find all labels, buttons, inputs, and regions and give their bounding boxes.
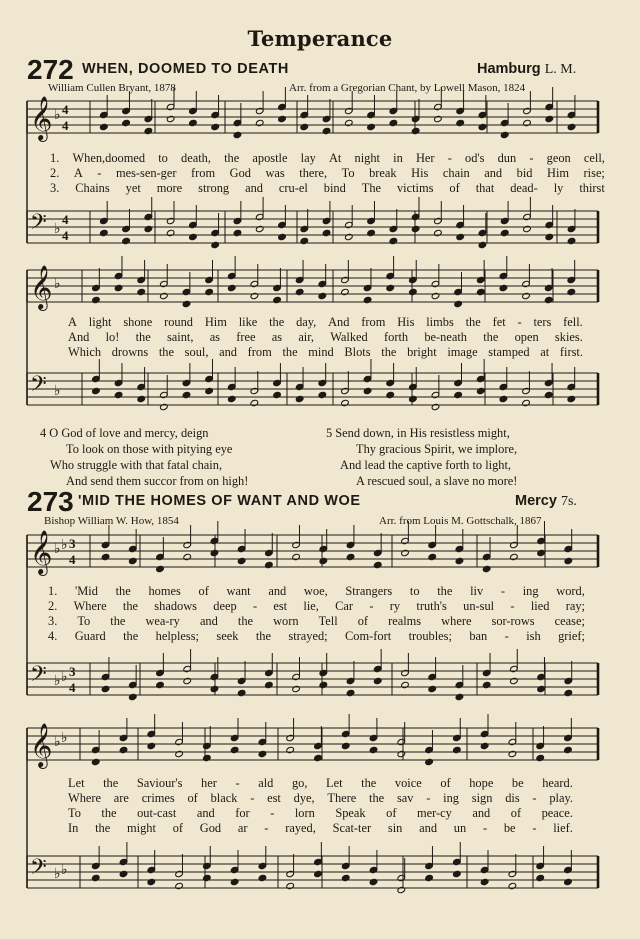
lyric-word: Guard <box>74 629 106 643</box>
lyric-word: air, <box>298 330 314 344</box>
lyric-word: the <box>381 345 397 359</box>
lyric-word: the <box>361 776 377 790</box>
lyric-word: helpless; <box>155 629 199 643</box>
svg-text:♭: ♭ <box>54 734 61 750</box>
lyric-word: ray; <box>565 599 585 613</box>
svg-text:𝄞: 𝄞 <box>30 96 53 140</box>
lyric-word: to <box>409 584 420 598</box>
lyric-word: stamped <box>488 345 530 359</box>
svg-text:♭: ♭ <box>54 541 61 557</box>
lyric-word: was <box>265 166 285 180</box>
lyric-word: mes-sen-ger <box>115 166 177 180</box>
lyric-word: - <box>426 791 431 805</box>
verse-line <box>48 584 585 599</box>
lyric-word: the <box>483 330 499 344</box>
lyric-word: and <box>245 181 263 195</box>
svg-text:4: 4 <box>62 118 69 133</box>
lyric-word: sign <box>471 791 493 805</box>
verse-line <box>68 791 573 806</box>
lyric-word: Chains <box>75 181 110 195</box>
lyric-word: hope <box>469 776 494 790</box>
lyric-word: To <box>341 166 355 180</box>
svg-text:𝄢: 𝄢 <box>30 210 47 240</box>
lyric-word: the <box>269 315 285 329</box>
lyric-word: woe, <box>303 584 328 598</box>
lyric-word: the <box>115 584 131 598</box>
stanza-line: To look on those with pitying eye <box>66 442 233 456</box>
svg-text:♭: ♭ <box>54 673 61 689</box>
lyric-word: out-cast <box>137 806 177 820</box>
lyric-word: - <box>532 791 537 805</box>
lyric-word: dis <box>505 791 520 805</box>
lyric-word: to <box>158 151 168 165</box>
lyric-word: ar <box>237 821 248 835</box>
lyric-word: skies. <box>554 330 583 344</box>
lyric-word: truth's <box>416 599 447 613</box>
lyric-word: as <box>209 330 221 344</box>
lyric-word: and <box>484 166 503 180</box>
lyric-word: the <box>255 629 271 643</box>
lyric-word: When,doomed <box>72 151 146 165</box>
svg-text:𝄞: 𝄞 <box>30 530 53 574</box>
lyric-word: shadows <box>154 599 197 613</box>
verse-line <box>68 776 573 791</box>
hymn-title: 'MID THE HOMES OF WANT AND WOE <box>78 493 361 509</box>
lyric-word: 2. <box>50 166 60 180</box>
lyric-word: To <box>68 806 81 820</box>
verse-line <box>50 151 605 166</box>
lyric-word: bind <box>323 181 346 195</box>
lyric-word: - <box>447 151 452 165</box>
lyric-word: round <box>164 315 193 329</box>
lyric-word: the <box>224 151 240 165</box>
lyric-word: shone <box>123 315 153 329</box>
lyric-word: the <box>237 614 254 628</box>
lyric-word: Where <box>68 791 102 805</box>
lyric-word: of <box>440 776 451 790</box>
lyric-word: bright <box>407 345 437 359</box>
lyric-word: est <box>273 599 288 613</box>
lyric-word: the <box>465 315 481 329</box>
lyric-word: night <box>354 151 381 165</box>
verse-line <box>48 629 585 644</box>
svg-text:𝄢: 𝄢 <box>30 662 47 692</box>
svg-text:♭: ♭ <box>61 730 68 746</box>
lyric-word: yet <box>125 181 141 195</box>
verse-line <box>68 821 573 836</box>
lyric-word: of <box>357 614 369 628</box>
stanza-line: And lead the captive forth to light, <box>340 458 512 472</box>
lyric-word: od's <box>465 151 485 165</box>
lyric-word: heard. <box>542 776 573 790</box>
lyrics-272-a <box>50 151 605 196</box>
lyric-word: His <box>397 315 415 329</box>
lyric-word: lie, <box>303 599 319 613</box>
lyric-word: homes <box>148 584 181 598</box>
composer-credit: Arr. from a Gregorian Chant, by Lowell Mason, 1824 <box>289 82 526 94</box>
lyric-word: - <box>250 791 255 805</box>
svg-text:3: 3 <box>69 664 76 679</box>
lyric-word: from <box>191 166 216 180</box>
lyric-word: image <box>447 345 478 359</box>
hymn-title: WHEN, DOOMED TO DEATH <box>82 61 290 77</box>
lyric-word: that <box>475 181 495 195</box>
lyric-word: and <box>268 584 287 598</box>
lyric-word: and <box>219 345 237 359</box>
lyrics-273-b <box>68 776 573 836</box>
lyric-word: deep <box>213 599 237 613</box>
svg-text:4: 4 <box>69 680 76 695</box>
stanza-line: Thy gracious Spirit, we implore, <box>356 442 518 456</box>
tune-name: Hamburg L. M. <box>477 61 577 77</box>
tune-name: Mercy 7s. <box>515 493 577 509</box>
lyric-word: forth <box>384 330 409 344</box>
lyric-word: un <box>453 821 467 835</box>
verse-line <box>68 315 583 330</box>
svg-text:♭: ♭ <box>54 866 61 882</box>
lyric-word: Him <box>204 315 227 329</box>
lyric-word: the <box>282 345 298 359</box>
svg-text:♭: ♭ <box>61 669 68 685</box>
lyric-word: black <box>210 791 238 805</box>
stanza-line: Who struggle with that fatal chain, <box>50 458 223 472</box>
lyric-word: 'Mid <box>75 584 98 598</box>
lyric-word: where <box>441 614 472 628</box>
lyric-word: at <box>540 345 550 359</box>
lyric-word: in <box>393 151 403 165</box>
lyric-word: - <box>529 151 534 165</box>
lyric-word: of <box>187 791 198 805</box>
lyric-word: saint, <box>166 330 194 344</box>
lyric-word: troubles; <box>408 629 452 643</box>
lyric-word: limbs <box>426 315 454 329</box>
svg-text:♭: ♭ <box>54 276 61 292</box>
lyric-word: Speak <box>335 806 366 820</box>
svg-text:♭: ♭ <box>54 107 61 123</box>
lyric-word: like <box>238 315 258 329</box>
lyric-word: In <box>68 821 79 835</box>
lyric-word: God <box>199 821 222 835</box>
svg-text:𝄞: 𝄞 <box>30 723 53 767</box>
lyric-word: - <box>517 315 522 329</box>
lyric-word: apostle <box>252 151 288 165</box>
svg-text:𝄞: 𝄞 <box>30 265 53 309</box>
lyric-word: And <box>328 315 350 329</box>
svg-text:4: 4 <box>62 212 69 227</box>
lyric-word: A <box>68 315 77 329</box>
lyric-word: Strangers <box>345 584 393 598</box>
verse-line <box>48 614 585 629</box>
lyric-word: light <box>88 315 112 329</box>
lyric-word: At <box>328 151 342 165</box>
lyric-word: dye, <box>293 791 315 805</box>
lyric-word: There <box>327 791 357 805</box>
svg-text:♭: ♭ <box>54 383 61 399</box>
lyric-word: strong <box>198 181 230 195</box>
lyric-word: be-neath <box>424 330 467 344</box>
verse-line <box>50 181 605 196</box>
lyric-word: there, <box>299 166 328 180</box>
lyric-word: from <box>361 315 386 329</box>
lyric-word: crimes <box>141 791 175 805</box>
lyric-word: Let <box>326 776 343 790</box>
lyric-word: mind <box>308 345 334 359</box>
svg-text:4: 4 <box>69 552 76 567</box>
lyric-word: from <box>247 345 272 359</box>
lyric-word: fell. <box>563 315 583 329</box>
lyric-word: est <box>267 791 281 805</box>
stanza-line: 4 O God of love and mercy, deign <box>40 426 209 440</box>
lyric-word: worn <box>273 614 299 628</box>
section-title: Temperance <box>247 26 393 51</box>
verse-line <box>68 330 583 345</box>
lyric-word: 1. <box>48 584 58 598</box>
lyric-word: rise; <box>583 166 605 180</box>
lyric-word: Him <box>547 166 570 180</box>
lyric-word: realms <box>388 614 422 628</box>
composer-credit: Arr. from Louis M. Gottschalk, 1867 <box>379 515 542 527</box>
lyric-word: The <box>361 181 382 195</box>
lyric-word: as <box>271 330 283 344</box>
lyric-word: voice <box>394 776 422 790</box>
hymn-number: 272 <box>27 54 74 85</box>
lyric-word: the <box>110 614 126 628</box>
lyric-word: day, <box>296 315 317 329</box>
lyric-word: - <box>532 821 537 835</box>
lyric-word: - <box>500 584 506 598</box>
lyric-word: of <box>510 806 522 820</box>
lyric-word: ish <box>526 629 541 643</box>
lyric-word: open <box>514 330 539 344</box>
lyric-word: the <box>122 599 139 613</box>
lyric-word: bid <box>516 166 533 180</box>
lyric-word: be <box>503 821 516 835</box>
lyric-word: Saviour's <box>136 776 183 790</box>
stanza-line: 5 Send down, in His resistless might, <box>326 426 510 440</box>
lyric-word: - <box>264 821 269 835</box>
lyric-word: for <box>235 806 250 820</box>
lyric-word: - <box>97 166 102 180</box>
lyric-word: ban <box>469 629 488 643</box>
lyric-word: - <box>235 776 240 790</box>
lyric-word: and <box>199 614 218 628</box>
lyric-word: - <box>504 629 509 643</box>
lyric-word: more <box>156 181 183 195</box>
lyric-word: geon <box>546 151 571 165</box>
stanza-line: And send them succor from on high! <box>66 474 249 488</box>
lyric-word: liv <box>470 584 484 598</box>
lyric-word: 3. <box>50 181 60 195</box>
svg-text:3: 3 <box>69 536 76 551</box>
lyric-word: the <box>103 776 119 790</box>
lyric-word: sav <box>396 791 414 805</box>
lyric-word: thirst <box>579 181 605 195</box>
lyric-word: drowns <box>111 345 149 359</box>
lyric-word: death, <box>181 151 211 165</box>
svg-text:4: 4 <box>62 228 69 243</box>
svg-text:𝄢: 𝄢 <box>30 855 47 885</box>
lyric-word: wea-ry <box>145 614 180 628</box>
lyric-word: 3. <box>48 614 58 628</box>
lyric-word: dun <box>497 151 517 165</box>
lyric-word: - <box>369 599 374 613</box>
lyric-word: peace. <box>541 806 573 820</box>
svg-text:♭: ♭ <box>54 221 61 237</box>
lyric-word: ry <box>389 599 401 613</box>
lyric-word: cru-el <box>278 181 308 195</box>
lyric-word: dead- <box>510 181 538 195</box>
lyric-word: the <box>369 791 385 805</box>
lyric-word: - <box>270 806 275 820</box>
lyric-word: and <box>196 806 215 820</box>
lyric-word: seek <box>216 629 239 643</box>
svg-text:♭: ♭ <box>61 862 68 878</box>
lyric-word: word, <box>556 584 585 598</box>
lyric-word: go, <box>291 776 308 790</box>
lyric-word: 2. <box>48 599 58 613</box>
lyric-word: cell, <box>583 151 605 165</box>
lyric-word: His <box>411 166 429 180</box>
lyric-word: And <box>68 330 90 344</box>
lyric-word: ters <box>533 315 552 329</box>
lyric-word: soul, <box>184 345 209 359</box>
lyric-word: Walked <box>330 330 368 344</box>
lyric-word: free <box>236 330 256 344</box>
lyric-word: the <box>437 584 453 598</box>
lyric-word: un-sul <box>463 599 495 613</box>
lyric-word: - <box>482 821 488 835</box>
lyric-word: Com-fort <box>345 629 392 643</box>
extra-stanzas-right <box>326 425 517 489</box>
author-credit: William Cullen Bryant, 1878 <box>48 82 176 94</box>
verse-line <box>50 166 605 181</box>
lyric-word: sin <box>387 821 403 835</box>
extra-stanzas-left <box>40 425 248 489</box>
lyric-word: Which <box>68 345 102 359</box>
lyric-word: fet <box>492 315 506 329</box>
lyric-word: and <box>472 806 491 820</box>
lyric-word: A <box>73 166 83 180</box>
lyric-word: and <box>419 821 438 835</box>
lyric-word: her <box>201 776 217 790</box>
lyric-word: lorn <box>294 806 315 820</box>
lyric-word: play. <box>549 791 573 805</box>
lyrics-273-a <box>48 584 585 644</box>
stanza-line: A rescued soul, a slave no more! <box>356 474 518 488</box>
lyric-word: 4. <box>48 629 58 643</box>
svg-text:4: 4 <box>62 102 69 117</box>
lyric-word: Where <box>73 599 107 613</box>
verse-line <box>48 599 585 614</box>
lyric-word: 1. <box>50 151 60 165</box>
lyric-word: strayed; <box>288 629 328 643</box>
lyric-word: the <box>158 345 174 359</box>
lyric-word: Blots <box>344 345 371 359</box>
lyric-word: first. <box>559 345 583 359</box>
lyric-word: of <box>198 584 209 598</box>
lyric-word: cease; <box>554 614 585 628</box>
lyric-word: the <box>95 821 111 835</box>
verse-line <box>68 345 583 360</box>
lyric-word: ly <box>553 181 564 195</box>
lyric-word: of <box>386 806 397 820</box>
lyric-word: Car <box>335 599 354 613</box>
lyric-word: lief. <box>553 821 573 835</box>
lyric-word: ing <box>522 584 539 598</box>
lyric-word: might <box>127 821 156 835</box>
lyric-word: of <box>449 181 460 195</box>
lyric-word: ald <box>258 776 274 790</box>
lyric-word: break <box>369 166 397 180</box>
hymn-number: 273 <box>27 486 74 517</box>
lyrics-272-b <box>68 315 583 360</box>
lyric-word: Tell <box>318 614 338 628</box>
lyric-word: the <box>101 806 117 820</box>
lyric-word: the <box>135 330 151 344</box>
lyric-word: lied <box>530 599 550 613</box>
verse-line <box>68 806 573 821</box>
lyric-word: are <box>113 791 129 805</box>
svg-text:♭: ♭ <box>61 537 68 553</box>
lyric-word: ing <box>443 791 459 805</box>
lyric-word: lo! <box>105 330 120 344</box>
lyric-word: mer-cy <box>416 806 452 820</box>
lyric-word: - <box>510 599 515 613</box>
lyric-word: lay <box>300 151 316 165</box>
lyric-word: God <box>229 166 251 180</box>
lyric-word: Her <box>415 151 435 165</box>
lyric-word: grief; <box>558 629 585 643</box>
lyric-word: victims <box>396 181 434 195</box>
svg-text:𝄢: 𝄢 <box>30 372 47 402</box>
lyric-word: Let <box>68 776 85 790</box>
lyric-word: want <box>226 584 251 598</box>
author-credit: Bishop William W. How, 1854 <box>44 515 179 527</box>
lyric-word: the <box>123 629 139 643</box>
lyric-word: sor-rows <box>491 614 535 628</box>
lyric-word: - <box>252 599 258 613</box>
lyric-word: be <box>511 776 524 790</box>
lyric-word: of <box>172 821 184 835</box>
lyric-word: To <box>77 614 91 628</box>
lyric-word: Scat-ter <box>332 821 372 835</box>
lyric-word: chain <box>442 166 470 180</box>
lyric-word: rayed, <box>285 821 316 835</box>
